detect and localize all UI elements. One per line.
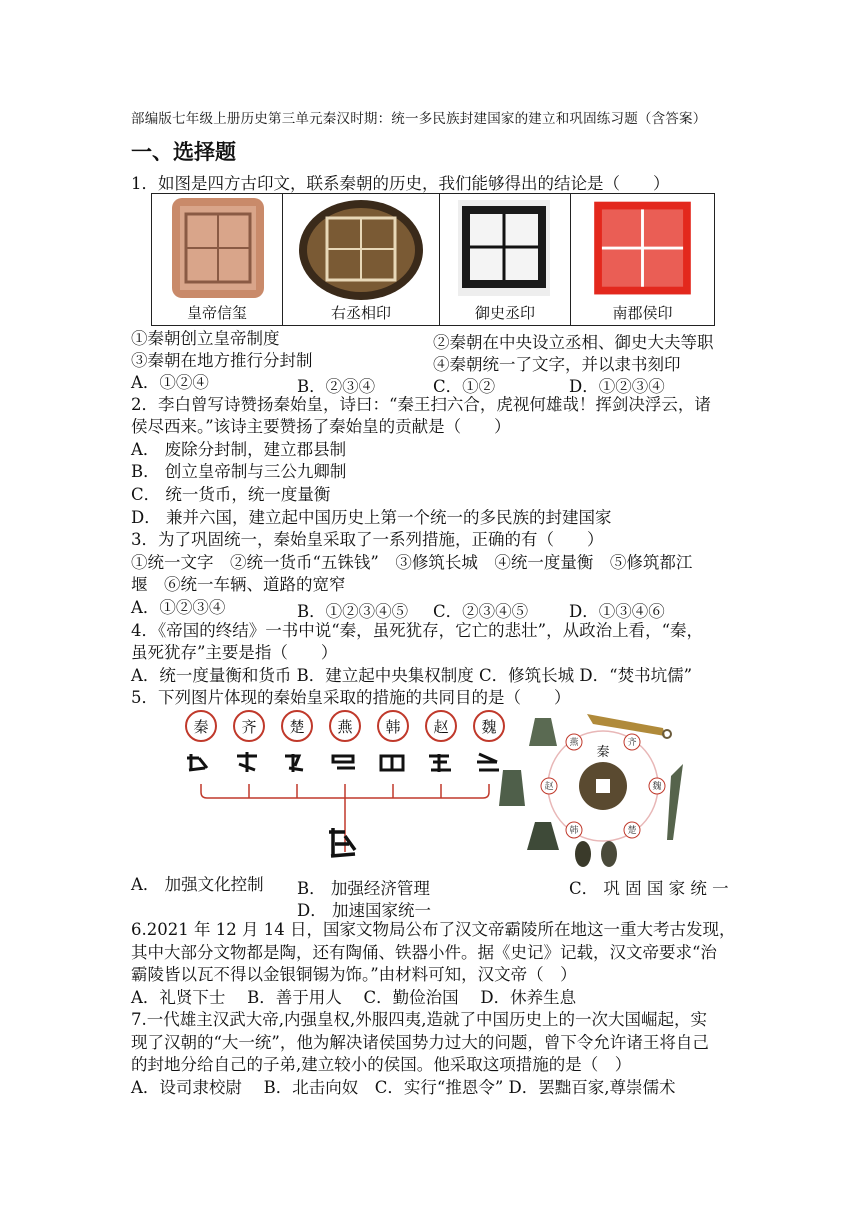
seal-caption-1: 皇帝信玺	[186, 304, 247, 322]
state-label: 秦	[193, 718, 209, 736]
knife-coin-icon	[667, 764, 683, 840]
q1-statement-4: ④秦朝统一了文字，并以隶书刻印	[433, 355, 681, 374]
state-circle-han	[378, 711, 408, 741]
q7-line1: 7.一代雄主汉武大帝,内强皇权,外服四夷,造就了中国历史上的一次大国崛起，实	[131, 1010, 707, 1029]
state-circle-wei	[474, 711, 504, 741]
svg-text:燕: 燕	[569, 738, 579, 748]
knife-coin-icon	[587, 714, 665, 736]
seal-caption-3: 御史丞印	[474, 304, 535, 322]
state-label: 魏	[481, 718, 497, 736]
ant-nose-coin-icon	[575, 841, 591, 867]
q5-figure	[163, 704, 731, 876]
q3-option-c: C．②③④⑤	[433, 602, 529, 621]
unified-script-glyph	[329, 828, 355, 856]
q3-option-d: D．①③④⑥	[569, 602, 665, 621]
state-circle-zhao	[426, 711, 456, 741]
q2-option-c: C． 统一货币，统一度量衡	[131, 485, 331, 504]
seal-image-4	[571, 194, 714, 306]
spade-coin-icon	[499, 770, 525, 806]
state-label: 齐	[241, 718, 257, 736]
q3-option-b: B．①②③④⑤	[297, 602, 409, 621]
state-label: 韩	[385, 718, 401, 736]
spade-coin-icon	[527, 822, 559, 850]
seal-caption-4: 南郡侯印	[612, 304, 673, 322]
seal-cell-1	[152, 194, 283, 325]
q3-items-line2: 堰 ⑥统一车辆、道路的宽窄	[131, 575, 346, 594]
ring-center-label: 秦	[596, 745, 610, 760]
q6-options: A．礼贤下士 B．善于用人 C．勤俭治国 D．休养生息	[131, 988, 577, 1007]
svg-text:韩: 韩	[569, 826, 579, 836]
q7-line2: 现了汉朝的“大一统”，他为解决诸侯国势力过大的问题，曾下令允许诸王将自己	[131, 1033, 709, 1052]
q2-stem-line1: 2．李白曾写诗赞扬秦始皇，诗曰：“秦王扫六合，虎视何雄哉！挥剑决浮云，诸	[131, 395, 711, 414]
section-heading: 一、选择题	[131, 140, 236, 164]
seal-caption-2: 右丞相印	[330, 304, 391, 322]
state-circle-qin	[186, 711, 216, 741]
seal-cell-4	[571, 194, 714, 325]
q5-option-b: B． 加强经济管理	[297, 879, 430, 898]
q1-option-d: D．①②③④	[569, 377, 665, 396]
q3-option-a: A．①②③④	[131, 598, 226, 617]
q1-option-b: B．②③④	[297, 377, 376, 396]
q2-option-a: A． 废除分封制，建立郡县制	[131, 440, 347, 459]
q5-option-c: C． 巩 固 国 家 统 一	[569, 879, 729, 898]
q6-line1: 6.2021 年 12 月 14 日，国家文物局公布了汉文帝霸陵所在地这一重大考古发现，	[131, 920, 736, 939]
q1-stem: 1．如图是四方古印文，联系秦朝的历史，我们能够得出的结论是（ ）	[131, 174, 670, 193]
state-circle-chu	[282, 711, 312, 741]
state-label: 赵	[433, 718, 449, 736]
seal-cell-2	[283, 194, 440, 325]
q6-line3: 霸陵皆以瓦不得以金银铜锡为饰。”由材料可知，汉文帝（ ）	[131, 965, 577, 984]
q5-stem: 5．下列图片体现的秦始皇采取的措施的共同目的是（ ）	[131, 688, 571, 707]
state-label: 楚	[289, 718, 305, 736]
ancient-scripts	[187, 752, 499, 772]
seal-image-table	[151, 193, 715, 326]
seal-image-3	[440, 194, 570, 306]
state-label: 燕	[337, 718, 353, 736]
q2-option-d: D． 兼并六国，建立起中国历史上第一个统一的多民族的封建国家	[131, 508, 612, 527]
q1-statement-3: ③秦朝在地方推行分封制	[131, 351, 313, 370]
document-title: 部编版七年级上册历史第三单元秦汉时期：统一多民族封建国家的建立和巩固练习题（含答案）	[131, 111, 707, 127]
q6-line2: 其中大部分文物都是陶，还有陶俑、铁器小件。据《史记》记载，汉文帝要求“治	[131, 943, 717, 962]
q1-option-c: C．①②	[433, 377, 496, 396]
seal-cell-3	[440, 194, 571, 325]
q7-options: A．设司隶校尉 B．北击向奴 C．实行“推恩令” D．罢黜百家,尊崇儒术	[131, 1078, 676, 1097]
bracket-lines	[201, 784, 489, 852]
svg-text:魏: 魏	[652, 782, 662, 792]
state-circle-qi	[234, 711, 264, 741]
spade-coin-icon	[529, 718, 557, 746]
seal-image-2	[283, 194, 439, 306]
q7-line3: 的封地分给自己的子弟,建立较小的侯国。他采取这项措施的是（ ）	[131, 1055, 632, 1074]
q2-stem-line2: 侯尽西来。”该诗主要赞扬了秦始皇的贡献是（ ）	[131, 417, 511, 436]
seal-image-1	[152, 194, 282, 306]
ant-nose-coin-icon	[601, 841, 617, 867]
q1-statement-1: ①秦朝创立皇帝制度	[131, 329, 280, 348]
svg-text:楚: 楚	[627, 826, 637, 836]
q5-option-a: A． 加强文化控制	[131, 875, 264, 894]
q1-statement-2: ②秦朝在中央设立丞相、御史大夫等职	[433, 333, 714, 352]
q1-option-a: A．①②④	[131, 373, 209, 392]
q3-items-line1: ①统一文字 ②统一货币“五铢钱” ③修筑长城 ④统一度量衡 ⑤修筑都江	[131, 553, 693, 572]
svg-text:齐: 齐	[627, 738, 637, 748]
q4-options: A．统一度量衡和货币 B．建立起中央集权制度 C．修筑长城 D．“焚书坑儒”	[131, 666, 692, 685]
q3-stem: 3．为了巩固统一，秦始皇采取了一系列措施，正确的有（ ）	[131, 530, 604, 549]
q4-stem-line1: 4．《帝国的终结》一书中说“秦，虽死犹存，它亡的悲壮”，从政治上看，“秦，	[131, 621, 704, 640]
q2-option-b: B． 创立皇帝制与三公九卿制	[131, 462, 347, 481]
q4-stem-line2: 虽死犹存”主要是指（ ）	[131, 643, 338, 662]
state-circle-yan	[330, 711, 360, 741]
currency-diagram	[499, 714, 683, 867]
q5-option-d: D． 加速国家统一	[297, 901, 431, 920]
svg-text:赵: 赵	[544, 782, 554, 792]
